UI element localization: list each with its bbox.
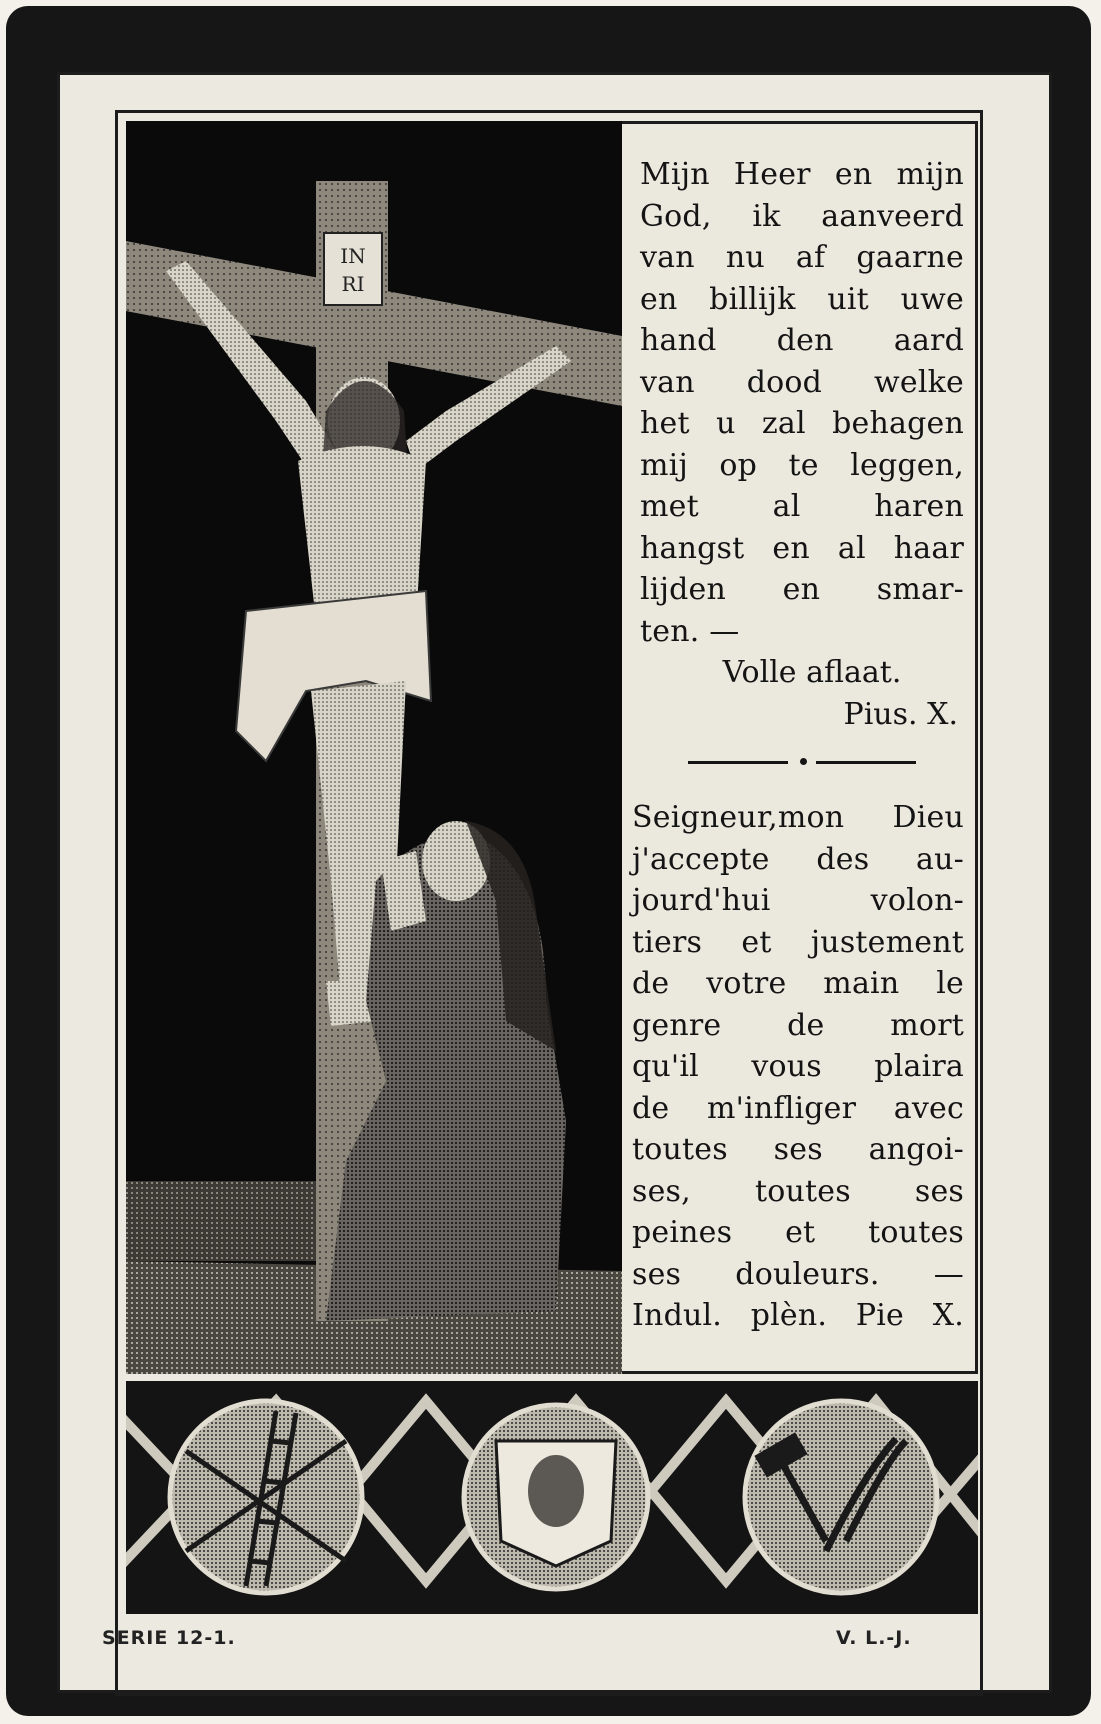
french-prayer bbox=[632, 797, 964, 1337]
crucifixion-image bbox=[126, 121, 622, 1374]
dutch-prayer bbox=[640, 154, 964, 652]
publisher-mark: V. L.-J. bbox=[836, 1627, 912, 1649]
section-divider bbox=[640, 749, 964, 775]
inri-text-bottom: RI bbox=[341, 272, 365, 296]
card-paper bbox=[57, 72, 1052, 1693]
ornamental-band bbox=[126, 1381, 978, 1614]
prayer-text-block bbox=[632, 154, 964, 1337]
memorial-card bbox=[6, 6, 1091, 1716]
french-line: Indul. plèn. Pie X. bbox=[632, 1298, 964, 1333]
french-line: jourd'hui volon- bbox=[632, 883, 964, 918]
dutch-line: van nu af gaarne bbox=[640, 240, 964, 275]
medallion-hammer-pincers bbox=[745, 1401, 937, 1593]
holy-face-icon bbox=[528, 1455, 584, 1527]
french-line: qu'il vous plaira bbox=[632, 1049, 964, 1084]
ornament bbox=[126, 1381, 978, 1614]
dutch-line: van dood welke bbox=[640, 364, 964, 400]
dutch-line: Mijn Heer en mijn bbox=[640, 157, 964, 192]
french-line: peines et toutes bbox=[632, 1215, 964, 1250]
dutch-line: met al haren bbox=[640, 489, 964, 524]
french-line: Seigneur,mon Dieu bbox=[632, 800, 964, 835]
dutch-line: lijden en smar- bbox=[640, 572, 964, 607]
dutch-line: ten. — bbox=[640, 613, 740, 649]
french-line: j'accepte des au- bbox=[632, 841, 964, 877]
crucifixion-illustration bbox=[126, 121, 622, 1374]
dutch-line: hangst en al haar bbox=[640, 530, 964, 566]
inri-text-top: IN bbox=[340, 244, 366, 268]
series-number: SERIE 12-1. bbox=[102, 1627, 236, 1649]
dutch-line: mij op te leggen, bbox=[640, 447, 964, 483]
french-line: de votre main le bbox=[632, 966, 964, 1001]
city-wall bbox=[126, 1181, 346, 1261]
dutch-sources bbox=[640, 652, 964, 735]
dutch-line: God, ik aanveerd bbox=[640, 198, 964, 234]
prayer-text-panel bbox=[622, 121, 978, 1374]
french-line: ses, toutes ses bbox=[632, 1173, 964, 1209]
dutch-line: en billijk uit uwe bbox=[640, 281, 964, 317]
french-line: ses douleurs. — bbox=[632, 1256, 964, 1292]
french-line: toutes ses angoi- bbox=[632, 1132, 964, 1167]
dutch-indulgence: Volle aflaat. bbox=[722, 655, 902, 690]
french-line: tiers et justement bbox=[632, 924, 964, 960]
dutch-line: het u zal behagen bbox=[640, 406, 964, 441]
divider-right-bar bbox=[816, 761, 916, 764]
french-line: genre de mort bbox=[632, 1007, 964, 1043]
divider-left-bar bbox=[688, 761, 788, 764]
dutch-pope: Pius. X. bbox=[843, 696, 958, 732]
french-line: de m'infliger avec bbox=[632, 1090, 964, 1126]
divider-dot bbox=[800, 758, 807, 765]
dutch-line: hand den aard bbox=[640, 323, 964, 358]
